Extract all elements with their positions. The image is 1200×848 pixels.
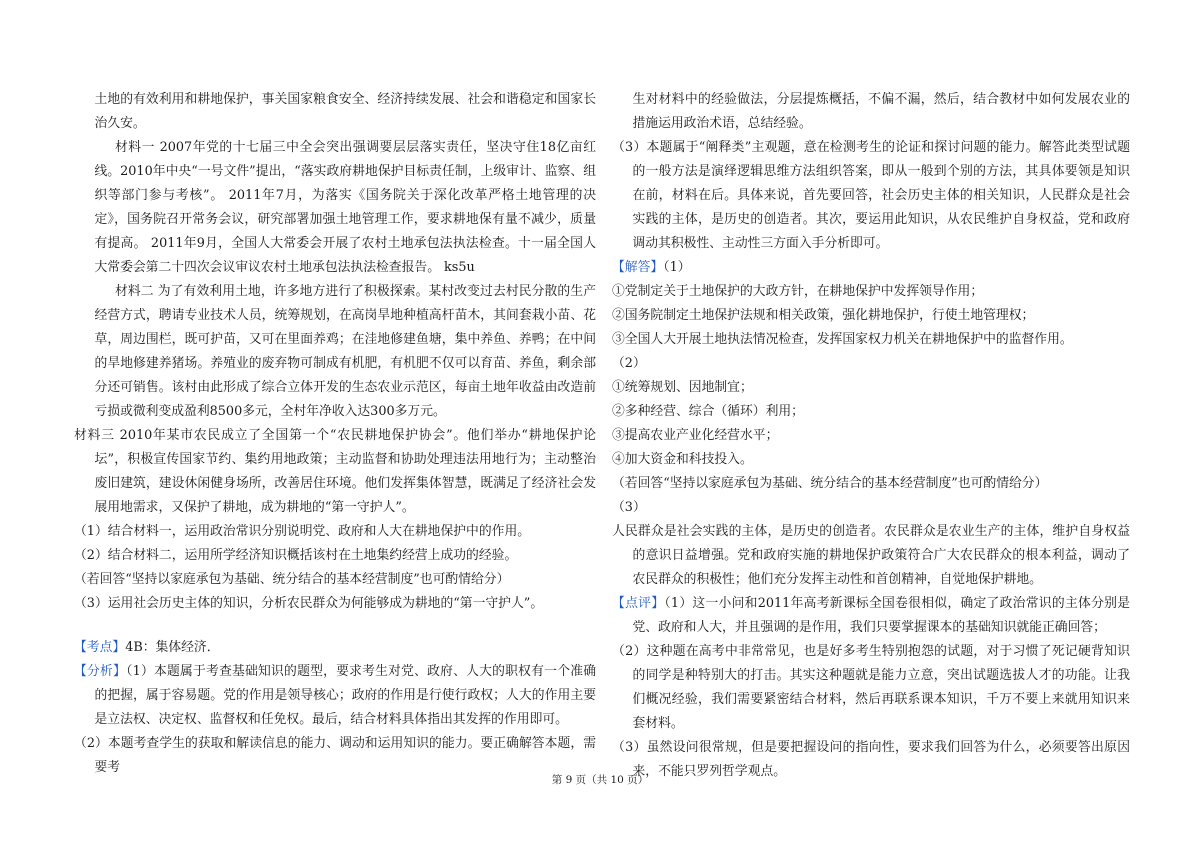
material-three: 材料三 2010年某市农民成立了全国第一个“农民耕地保护协会”。他们举办“耕地保护论坛”，积极宣传国家节约、集约用地政策；主动监督和协助处理违法用地行为；主动整治废旧建筑，建设休闲健身场所，改善居住环境。他们发挥集体智慧，既满足了经济社会发展用地需求，又保护了耕地，成为耕地的“第一守护人”。: [74, 428, 596, 515]
dianping-section-1: [612, 592, 1130, 640]
fenxi-section-2: （2）本题考查学生的获取和解读信息的能力、调动和运用知识的能力。要正确解答本题，需要考: [74, 736, 596, 775]
jieda-2-number: （2）: [612, 356, 646, 371]
answer-3: 人民群众是社会实践的主体，是历史的创造者。农民群众是农业生产的主体，维护自身权益的意识日益增强。党和政府实施的耕地保护政策符合广大农民群众的根本利益，调动了农民群众的积极性；他们充分发挥主动性和首创精神，自觉地保护耕地。: [612, 524, 1130, 587]
right-column: [612, 88, 1130, 784]
answer-2-item-1: ①统筹规划、因地制宜；: [612, 380, 753, 395]
question-1: （1）结合材料一，运用政治常识分别说明党、政府和人大在耕地保护中的作用。: [74, 524, 531, 539]
question-3: （3）运用社会历史主体的知识，分析农民群众为何能够成为耕地的“第一守护人”。: [74, 596, 544, 611]
answer-1-item-2: ②国务院制定土地保护法规和相关政策，强化耕地保护，行使土地管理权；: [612, 308, 1035, 323]
intro-paragraph: 土地的有效利用和耕地保护，事关国家粮食安全、经济持续发展、社会和谐稳定和国家长治久安。: [94, 92, 596, 131]
kaodian-section: [74, 636, 596, 660]
left-column: [74, 88, 596, 780]
fenxi-section-1: [74, 660, 596, 732]
jieda-1-number: （1）: [663, 260, 691, 275]
answer-1-item-3: ③全国人大开展土地执法情况检查，发挥国家权力机关在耕地保护中的监督作用。: [612, 332, 1073, 347]
kaodian-tag: 【考点】: [74, 640, 126, 655]
kaodian-text: 4B：集体经济．: [125, 640, 220, 655]
fenxi-text-1: （1）本题属于考查基础知识的题型，要求考生对党、政府、人大的职权有一个准确的把握，属于容易题。党的作用是领导核心；政府的作用是行使行政权；人大的作用主要是立法权、决定权、监督权和任免权。最后，结合材料具体指出其发挥的作用即可。: [94, 664, 596, 727]
page-footer: 第 9 页（共 10 页）: [551, 774, 649, 786]
jieda-heading: [612, 256, 1130, 280]
fenxi-section-3: （3）本题属于“阐释类”主观题，意在检测考生的论证和探讨问题的能力。解答此类型试题的一般方法是演绎逻辑思维方法组织答案，即从一般到个别的方法，其具体要领是知识在前，材料在后。具体来说，首先要回答，社会历史主体的相关知识，人民群众是社会实践的主体，是历史的创造者。其次，要运用此知识，从农民维护自身权益，党和政府调动其积极性、主动性三方面入手分析即可。: [612, 140, 1130, 251]
answer-2-item-4: ④加大资金和科技投入。: [612, 452, 753, 467]
answer-1-item-1: ①党制定关于土地保护的大政方针，在耕地保护中发挥领导作用；: [612, 284, 984, 299]
answer-2-item-3: ③提高农业产业化经营水平；: [612, 428, 779, 443]
jieda-3-number: （3）: [612, 500, 646, 515]
dianping-section-3: （3）虽然设问很常规，但是要把握设问的指向性，要求我们回答为什么，必须要答出原因来，不能只罗列哲学观点。: [612, 740, 1130, 779]
dianping-tag: 【点评】: [612, 596, 665, 611]
jieda-tag: 【解答】: [612, 260, 664, 275]
material-two: 材料二 为了有效利用土地，许多地方进行了积极探索。某村改变过去村民分散的生产经营方式，聘请专业技术人员，统筹规划，在高岗旱地种植高杆苗木，其间套栽小苗、花草，周边围栏，既可护苗，又可在里面养鸡；在洼地修建鱼塘，集中养鱼、养鸭；在中间的旱地修建养猪场。养殖业的废弃物可制成有机肥，有机肥不仅可以育苗、养鱼，剩余部分还可销售。该村由此形成了综合立体开发的生态农业示范区，每亩土地年收益由改造前亏损或微利变成盈利8500多元，全村年净收入达300多万元。: [94, 284, 596, 419]
spacer: [74, 616, 596, 636]
answer-2-note: （若回答“坚持以家庭承包为基础、统分结合的基本经营制度”也可酌情给分）: [612, 476, 1048, 491]
question-2: （2）结合材料二，运用所学经济知识概括该村在土地集约经营上成功的经验。: [74, 548, 518, 563]
answer-2-item-2: ②多种经营、综合（循环）利用；: [612, 404, 804, 419]
dianping-text-1: （1）这一小问和2011年高考新课标全国卷很相似，确定了政治常识的主体分别是党、政府和人大，并且强调的是作用，我们只要掌握课本的基础知识就能正确回答；: [632, 596, 1131, 635]
material-one: 材料一 2007年党的十七届三中全会突出强调要层层落实责任，坚决守住18亿亩红线。2010年中央“一号文件”提出，“落实政府耕地保护目标责任制，上级审计、监察、组织等部门参与考核”。 2011年7月，为落实《国务院关于深化改革严格土地管理的决定》，国务院召开常务会议，研究部署加强土地管理工作，要求耕地保有量不减少，质量有提高。 2011年9月，全国人大常委会开展了农村土地承包法执法检查。十一届全国人大常委会第二十四次会议审议农村土地承包法执法检查报告。 ks5u: [94, 140, 596, 275]
dianping-section-2: （2）这种题在高考中非常常见，也是好多考生特别抱怨的试题，对于习惯了死记硬背知识的同学是种特别大的打击。其实这种题就是能力立意，突出试题选拔人才的功能。让我们概况经验，我们需要紧密结合材料，然后再联系课本知识，千万不要上来就用知识来套材料。: [612, 644, 1130, 731]
fenxi-2-continued: 生对材料中的经验做法，分层提炼概括，不偏不漏，然后，结合教材中如何发展农业的措施运用政治术语，总结经验。: [632, 92, 1130, 131]
fenxi-tag: 【分析】: [74, 664, 127, 679]
question-2-note: （若回答“坚持以家庭承包为基础、统分结合的基本经营制度”也可酌情给分）: [74, 572, 510, 587]
